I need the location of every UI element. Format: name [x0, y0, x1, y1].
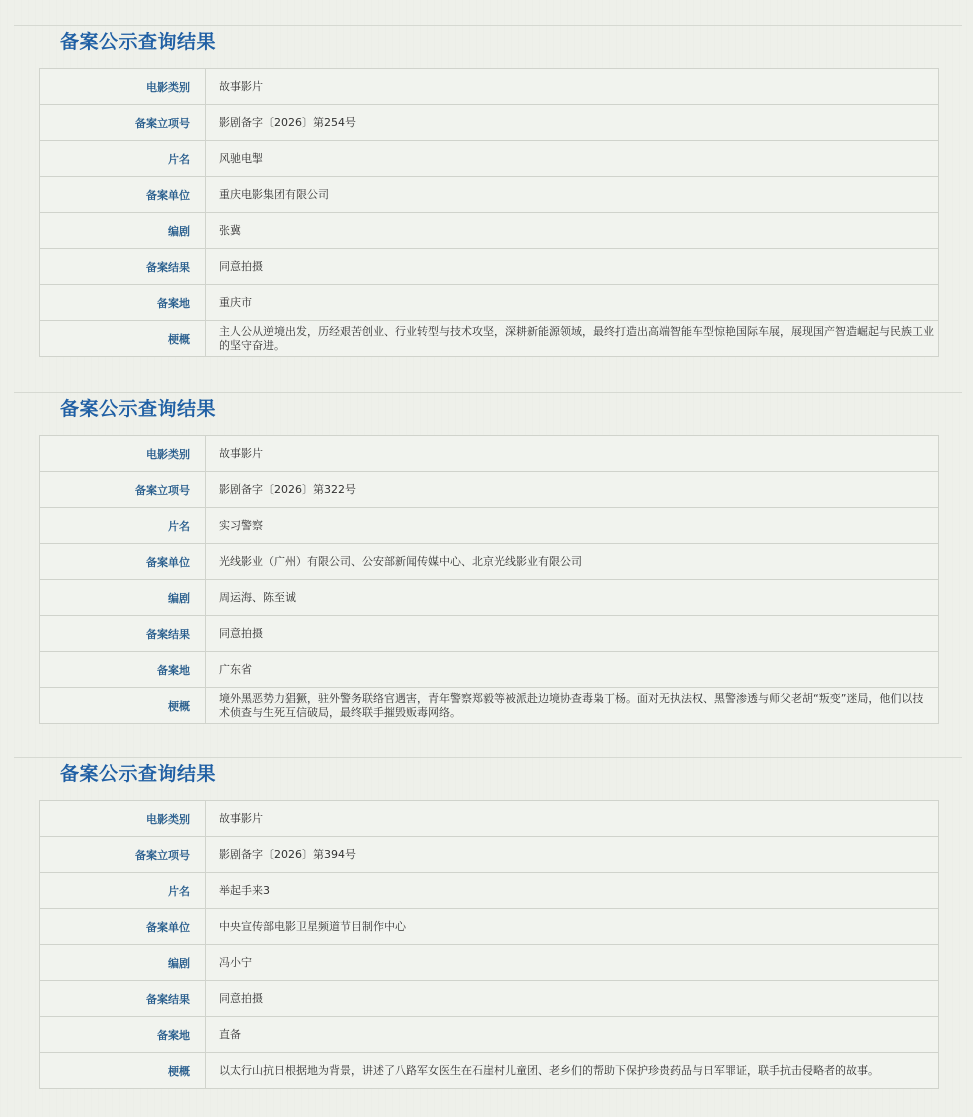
table-row [40, 472, 939, 508]
field-value: 张冀 [206, 213, 939, 249]
field-label: 备案立项号 [40, 472, 206, 508]
table-row [40, 652, 939, 688]
divider [14, 25, 962, 26]
record-table [39, 800, 939, 1089]
field-label: 备案地 [40, 285, 206, 321]
field-value: 光线影业（广州）有限公司、公安部新闻传媒中心、北京光线影业有限公司 [206, 544, 939, 580]
record-title: 备案公示查询结果 [60, 763, 217, 785]
field-value: 举起手来3 [206, 873, 939, 909]
table-row [40, 981, 939, 1017]
field-label: 备案结果 [40, 616, 206, 652]
table-row [40, 616, 939, 652]
field-value: 故事影片 [206, 801, 939, 837]
field-value: 重庆电影集团有限公司 [206, 177, 939, 213]
field-label: 片名 [40, 141, 206, 177]
field-label: 片名 [40, 873, 206, 909]
table-row [40, 1053, 939, 1089]
table-row [40, 1017, 939, 1053]
table-row [40, 945, 939, 981]
table-row [40, 285, 939, 321]
table-row [40, 213, 939, 249]
table-row [40, 801, 939, 837]
field-label: 备案立项号 [40, 837, 206, 873]
field-value: 故事影片 [206, 436, 939, 472]
field-value: 境外黑恶势力猖獗，驻外警务联络官遇害，青年警察郑毅等被派赴边境协查毒枭丁杨。面对无执法权、黑警渗透与师父老胡“叛变”迷局，他们以技术侦查与生死互信破局，最终联手摧毁贩毒网络。 [206, 688, 939, 724]
table-row [40, 105, 939, 141]
field-label: 备案地 [40, 1017, 206, 1053]
field-label: 备案地 [40, 652, 206, 688]
field-value: 主人公从逆境出发，历经艰苦创业、行业转型与技术攻坚，深耕新能源领域，最终打造出高端智能车型惊艳国际车展，展现国产智造崛起与民族工业的坚守奋进。 [206, 321, 939, 357]
field-value: 重庆市 [206, 285, 939, 321]
field-label: 备案立项号 [40, 105, 206, 141]
field-value: 冯小宁 [206, 945, 939, 981]
field-value: 周运海、陈至诚 [206, 580, 939, 616]
field-label: 备案结果 [40, 249, 206, 285]
table-row [40, 688, 939, 724]
table-row [40, 249, 939, 285]
field-label: 梗概 [40, 321, 206, 357]
table-row [40, 580, 939, 616]
record-title: 备案公示查询结果 [60, 31, 217, 53]
table-row [40, 177, 939, 213]
field-label: 编剧 [40, 213, 206, 249]
table-row [40, 837, 939, 873]
field-value: 故事影片 [206, 69, 939, 105]
field-label: 梗概 [40, 688, 206, 724]
table-row [40, 141, 939, 177]
field-label: 电影类别 [40, 69, 206, 105]
field-value: 直备 [206, 1017, 939, 1053]
table-row [40, 436, 939, 472]
field-value: 同意拍摄 [206, 249, 939, 285]
field-label: 电影类别 [40, 801, 206, 837]
field-value: 影剧备字〔2026〕第254号 [206, 105, 939, 141]
field-value: 中央宣传部电影卫星频道节目制作中心 [206, 909, 939, 945]
table-row [40, 69, 939, 105]
record-table [39, 435, 939, 724]
divider [14, 757, 962, 758]
table-row [40, 508, 939, 544]
field-label: 备案单位 [40, 177, 206, 213]
table-row [40, 544, 939, 580]
field-label: 编剧 [40, 580, 206, 616]
field-label: 备案单位 [40, 544, 206, 580]
field-label: 电影类别 [40, 436, 206, 472]
record-title: 备案公示查询结果 [60, 398, 217, 420]
field-label: 备案结果 [40, 981, 206, 1017]
table-row [40, 321, 939, 357]
table-row [40, 909, 939, 945]
field-value: 影剧备字〔2026〕第394号 [206, 837, 939, 873]
divider [14, 392, 962, 393]
field-label: 梗概 [40, 1053, 206, 1089]
table-row [40, 873, 939, 909]
field-value: 同意拍摄 [206, 981, 939, 1017]
field-label: 备案单位 [40, 909, 206, 945]
record-table [39, 68, 939, 357]
field-value: 实习警察 [206, 508, 939, 544]
field-value: 风驰电掣 [206, 141, 939, 177]
field-value: 广东省 [206, 652, 939, 688]
field-label: 编剧 [40, 945, 206, 981]
field-value: 影剧备字〔2026〕第322号 [206, 472, 939, 508]
field-value: 以太行山抗日根据地为背景，讲述了八路军女医生在石崖村儿童团、老乡们的帮助下保护珍贵药品与日军罪证，联手抗击侵略者的故事。 [206, 1053, 939, 1089]
field-value: 同意拍摄 [206, 616, 939, 652]
field-label: 片名 [40, 508, 206, 544]
